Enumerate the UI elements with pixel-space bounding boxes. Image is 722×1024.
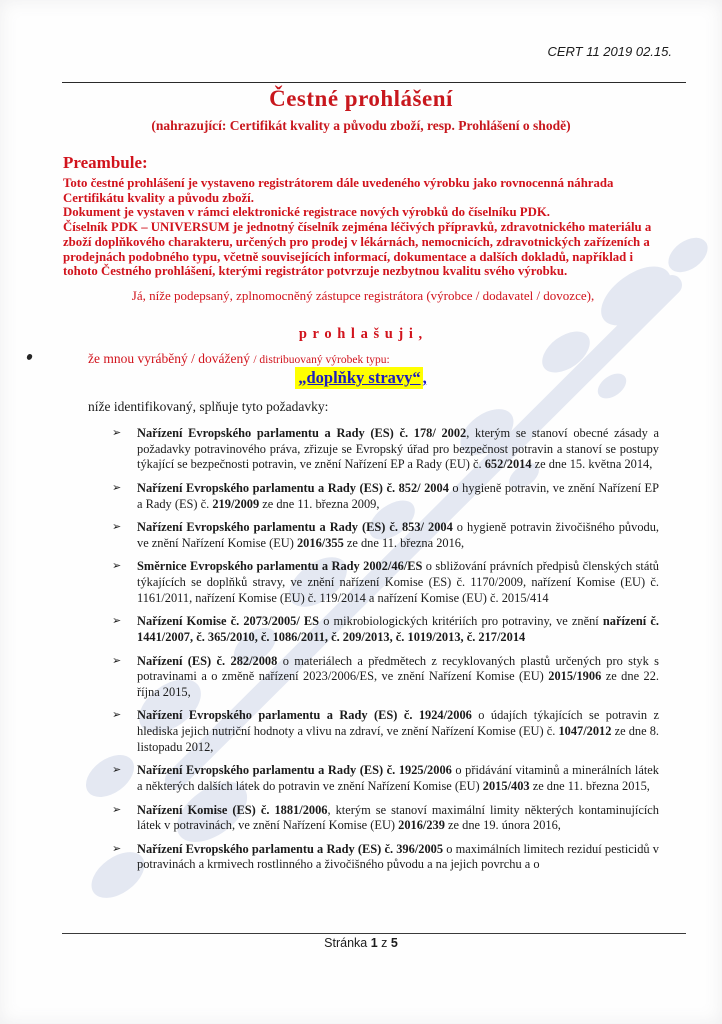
product-type-highlight xyxy=(295,368,427,388)
requirement-item xyxy=(112,842,659,873)
page-title: Čestné prohlášení xyxy=(269,86,453,111)
arrow-bullet-icon: ➢ xyxy=(112,764,122,777)
requirement-item xyxy=(112,654,659,701)
product-line-small: / distribuovaný výrobek typu: xyxy=(253,354,390,366)
requirement-item xyxy=(112,481,659,512)
product-line-large: že mnou vyráběný / dovážený xyxy=(88,351,254,366)
requirement-text: Nařízení Evropského parlamentu a Rady (ES) č. 852/ 2004 o hygieně potravin, ve znění Nařízení EP a Rady (ES) č. 219/2009 ze dne 11. března 2009, xyxy=(137,480,659,511)
preamble-paragraph: Číselník PDK – UNIVERSUM je jednotný číselník zejména léčivých přípravků, zdravotnického materiálu a zboží doplňkového charakteru, určených pro prodej v lékárnách, nemocnicích, zdravotnických zařízeních a prodejnách podobného typu, včetně souvisejících informací, dokumentace a dalších dokladů, například i tohoto Čestného prohlášení, kterými registrátor potvrzuje nezbytnou kvalitu svého výrobku. xyxy=(63,220,652,279)
page-footer: Stránka 1 z 5 xyxy=(324,936,398,950)
arrow-bullet-icon: ➢ xyxy=(112,481,122,494)
declaration-intro: Já, níže podepsaný, zplnomocněný zástupce registrátora (výrobce / dodavatel / dovozce), xyxy=(131,288,595,303)
arrow-bullet-icon: ➢ xyxy=(112,427,122,439)
header-rule xyxy=(62,82,686,83)
requirements-list xyxy=(112,426,659,881)
punch-dot-artifact xyxy=(26,353,33,360)
highlighted-product-type: „doplňky stravy“ xyxy=(295,367,422,389)
requirement-item xyxy=(112,708,659,755)
preamble-section xyxy=(63,153,663,279)
requirement-text: Nařízení Komise č. 2073/2005/ ES o mikrobiologických kritériích pro potraviny, ve znění nařízení č. 1441/2007, č. 365/2010, č. 1086/2011, č. 209/2013, č. 1019/2013, č. 217/2014 xyxy=(137,614,659,644)
arrow-bullet-icon: ➢ xyxy=(112,842,122,855)
arrow-bullet-icon: ➢ xyxy=(112,803,122,816)
requirement-text: Nařízení Evropského parlamentu a Rady (ES) č. 178/ 2002, kterým se stanoví obecné zásady a požadavky potravinového práva, zřizuje se Evropský úřad pro bezpečnost potravin a stanoví se postupy týkající se bezpečnosti potravin, ve znění Nařízení EP a Rady (EU) č. 652/2014 ze dne 15. května 2014, xyxy=(137,426,659,472)
declaration-verb: p r o h l a š u j i , xyxy=(298,326,424,342)
arrow-bullet-icon: ➢ xyxy=(112,615,122,628)
arrow-bullet-icon: ➢ xyxy=(112,560,122,573)
product-type-line xyxy=(88,351,390,367)
requirement-item xyxy=(112,520,659,551)
product-type-row xyxy=(0,368,722,388)
document-reference: CERT 11 2019 02.15. xyxy=(547,44,672,59)
arrow-bullet-icon: ➢ xyxy=(112,654,122,667)
requirement-text: Nařízení Evropského parlamentu a Rady (ES) č. 1925/2006 o přidávání vitaminů a minerálních látek a některých dalších látek do potravin ve znění Nařízení Komise (EU) 2015/403 ze dne 11. března 2015, xyxy=(137,763,659,793)
preamble-heading: Preambule: xyxy=(63,153,148,172)
requirement-item xyxy=(112,763,659,794)
preamble-paragraph: Dokument je vystaven v rámci elektronické registrace nových výrobků do číselníku PDK. xyxy=(63,205,550,220)
requirement-text: Směrnice Evropského parlamentu a Rady 2002/46/ES o sbližování právních předpisů členských států týkajících se doplňků stravy, ve znění nařízení Komise (ES) č. 1170/2009, nařízení Komise (EU) č. 1161/2011, nařízení Komise (EU) č. 119/2014 a nařízení Komise (EU) č. 2015/414 xyxy=(137,559,659,605)
arrow-bullet-icon: ➢ xyxy=(112,521,122,534)
requirement-text: Nařízení Evropského parlamentu a Rady (ES) č. 853/ 2004 o hygieně potravin živočišného původu, ve znění Nařízení Komise (EU) 2016/355 ze dne 11. března 2016, xyxy=(137,520,659,550)
requirement-text: Nařízení Evropského parlamentu a Rady (ES) č. 396/2005 o maximálních limitech reziduí pesticidů v potravinách a krmivech rostlinného a živočišného původu a na jejich povrchu a o xyxy=(137,841,659,872)
requirement-text: Nařízení (ES) č. 282/2008 o materiálech a předmětech z recyklovaných plastů určených pro styk s potravinami a o změně nařízení 2023/2006/ES, ve znění Nařízení Komise (EU) 2015/1906 ze dne 22. října 2015, xyxy=(137,653,660,699)
footer-rule xyxy=(62,933,686,934)
requirement-item xyxy=(112,559,659,606)
requirement-text: Nařízení Komise (ES) č. 1881/2006, kterým se stanoví maximální limity některých kontaminujících látek v potravinách, ve znění Nařízení Komise (EU) 2016/239 ze dne 19. února 2016, xyxy=(137,802,659,833)
page-subtitle: (nahrazující: Certifikát kvality a původu zboží, resp. Prohlášení o shodě) xyxy=(151,118,571,133)
requirement-item xyxy=(112,614,659,645)
product-type-suffix: , xyxy=(422,368,427,387)
requirement-item xyxy=(112,803,659,834)
requirement-item xyxy=(112,426,659,473)
requirements-lead: níže identifikovaný, splňuje tyto požadavky: xyxy=(88,399,329,414)
preamble-paragraph: Toto čestné prohlášení je vystaveno registrátorem dále uvedeného výrobku jako rovnocenná náhrada Certifikátu kvality a původu zboží. xyxy=(63,176,614,205)
requirement-text: Nařízení Evropského parlamentu a Rady (ES) č. 1924/2006 o údajích týkajících se potravin z hlediska jejich nutriční hodnoty a vlivu na zdraví, ve znění Nařízení Komise (EU) č. 1047/2012 ze dne 8. listopadu 2012, xyxy=(137,708,659,754)
arrow-bullet-icon: ➢ xyxy=(112,709,122,722)
